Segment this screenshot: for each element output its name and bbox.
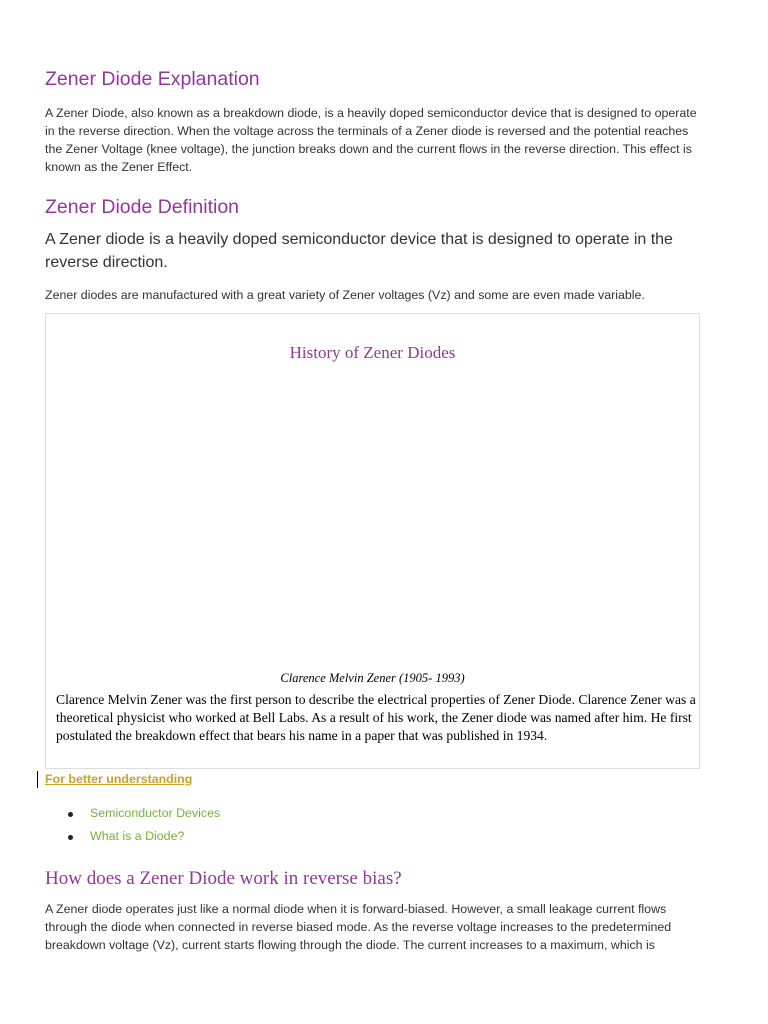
definition-paragraph: Zener diodes are manufactured with a great variety of Zener voltages (Vz) and some are even made variable. <box>45 288 645 302</box>
better-understanding-link[interactable]: For better understanding <box>45 772 193 786</box>
link-semiconductor-devices[interactable]: Semiconductor Devices <box>90 806 221 820</box>
bullet-icon <box>68 812 73 817</box>
section-heading-definition: Zener Diode Definition <box>45 196 240 218</box>
link-what-is-a-diode[interactable]: What is a Diode? <box>90 829 185 843</box>
history-title: History of Zener Diodes <box>289 343 456 362</box>
definition-lead: A Zener diode is a heavily doped semiconductor device that is designed to operate in the reverse direction. <box>45 231 673 271</box>
section-heading-explanation: Zener Diode Explanation <box>45 68 260 90</box>
history-image-caption: Clarence Melvin Zener (1905- 1993) <box>280 671 465 685</box>
explanation-paragraph: A Zener Diode, also known as a breakdown diode, is a heavily doped semiconductor device that is designed to operate in the reverse direction. When the voltage across the terminals of a Zener diode is reversed and the potential reaches the Zener Voltage (knee voltage), the junction breaks down and the current flows in the reverse direction. This effect is known as the Zener Effect. <box>45 106 697 174</box>
bullet-icon <box>68 835 73 840</box>
text-cursor <box>37 771 38 788</box>
history-box <box>45 313 700 769</box>
section-heading-reverse-bias: How does a Zener Diode work in reverse bias? <box>45 868 402 889</box>
reverse-bias-paragraph: A Zener diode operates just like a normal diode when it is forward-biased. However, a small leakage current flows through the diode when connected in reverse biased mode. As the reverse voltage increases to the predetermined breakdown voltage (Vz), current starts flowing through the diode. The current increases to a maximum, which is <box>45 902 672 952</box>
history-text: Clarence Melvin Zener was the first person to describe the electrical properties of Zener Diode. Clarence Zener was a theoretical physicist who worked at Bell Labs. As a result of his work, the Zener diode was named after him. He first postulated the breakdown effect that bears his name in a paper that was published in 1934. <box>56 692 696 743</box>
